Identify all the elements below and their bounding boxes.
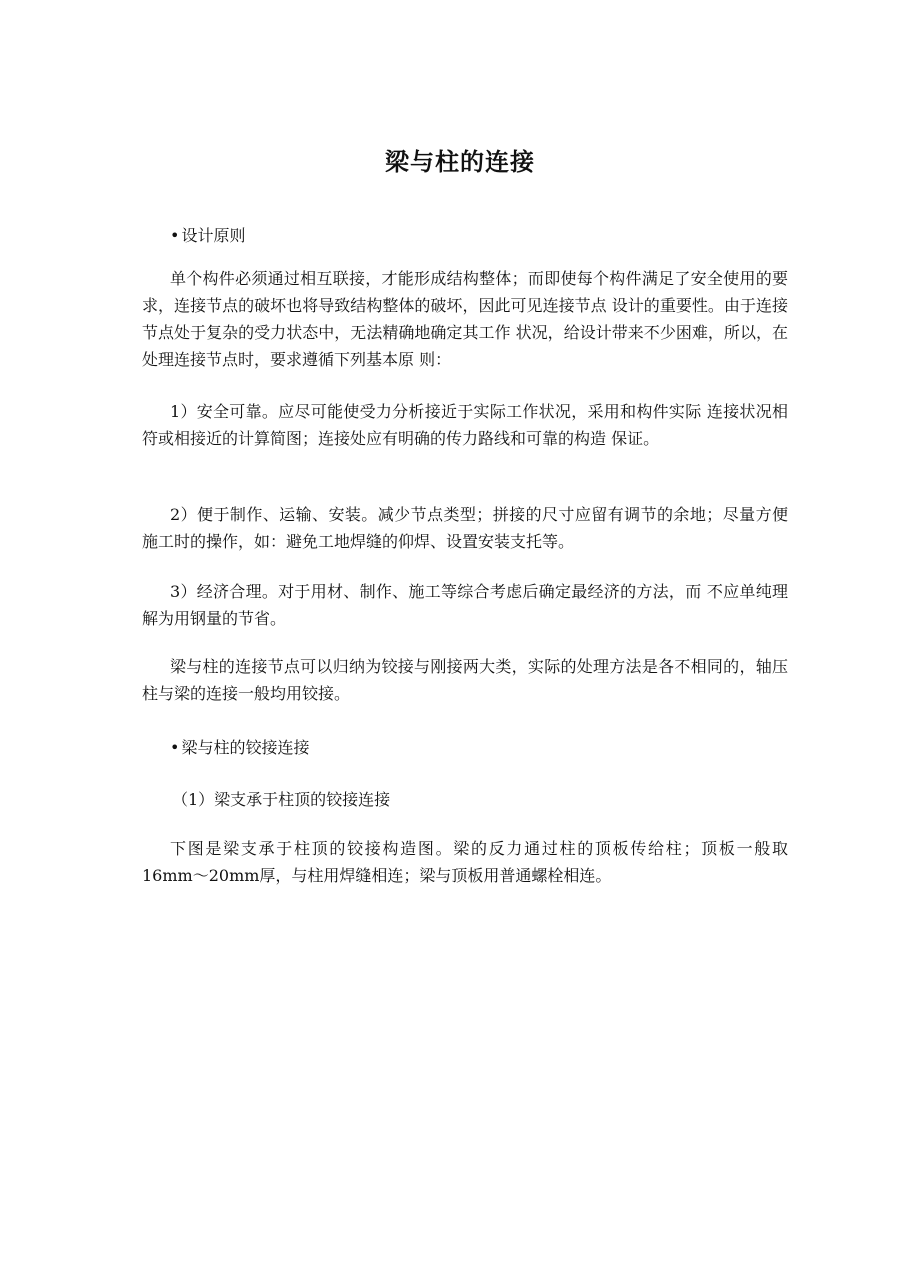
summary-paragraph: 梁与柱的连接节点可以归纳为铰接与刚接两大类，实际的处理方法是各不相同的，轴压柱与梁的连接一般均用铰接。 xyxy=(142,657,788,703)
intro-paragraph: 单个构件必须通过相互联接，才能形成结构整体；而即使每个构件满足了安全使用的要求，连接节点的破坏也将导致结构整体的破坏，因此可见连接节点 设计的重要性。由于连接节点处于复杂的受力状态中，无法精确地确定其工作 状况，给设计带来不少困难，所以，在处理连接节点时，要求遵循下列基本原 则： xyxy=(142,269,788,369)
section-heading-design-principles xyxy=(170,222,245,249)
principle-paragraph-3: 3）经济合理。对于用材、制作、施工等综合考虑后确定最经济的方法，而 不应单纯理解为用钢量的节省。 xyxy=(142,582,788,628)
section-heading-label: 梁与柱的铰接连接 xyxy=(181,738,310,757)
principle-paragraph-1: 1）安全可靠。应尽可能使受力分析接近于实际工作状况，采用和构件实际 连接状况相符或相接近的计算简图；连接处应有明确的传力路线和可靠的构造 保证。 xyxy=(142,402,788,448)
principle-paragraph-2: 2）便于制作、运输、安装。减少节点类型；拼接的尺寸应留有调节的余地；尽量方便施工时的操作，如：避免工地焊缝的仰焊、设置安装支托等。 xyxy=(142,505,788,551)
bullet-icon: • xyxy=(170,738,180,757)
section-heading-label: 设计原则 xyxy=(181,226,246,245)
document-title: 梁与柱的连接 xyxy=(385,147,535,176)
section-heading-hinged-connection xyxy=(170,734,309,761)
body-paragraph: 下图是梁支承于柱顶的铰接构造图。梁的反力通过柱的顶板传给柱；顶板一般取16mm〜20mm厚，与柱用焊缝相连；梁与顶板用普通螺栓相连。 xyxy=(142,839,788,885)
subsection-heading: （1）梁支承于柱顶的铰接连接 xyxy=(172,790,391,809)
bullet-icon: • xyxy=(170,226,180,245)
